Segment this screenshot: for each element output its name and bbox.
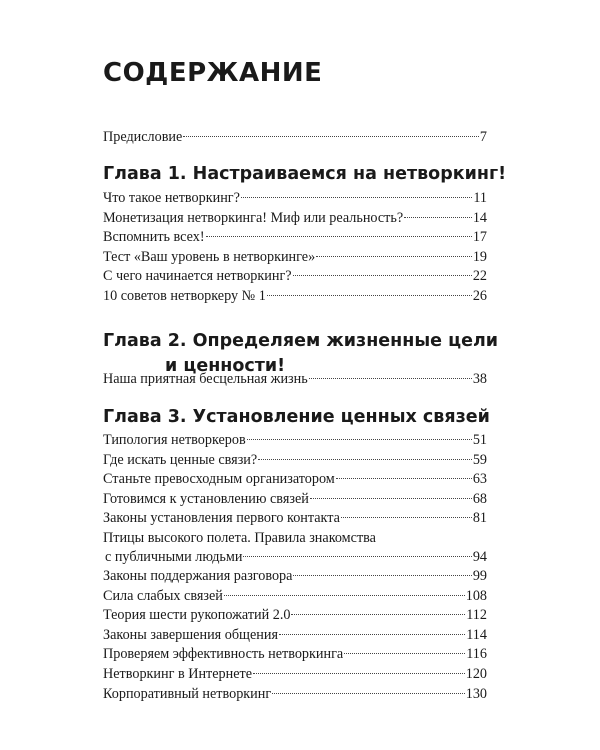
entry-title: Вспомнить всех! (103, 229, 205, 246)
toc-entry[interactable] (103, 567, 487, 587)
entry-title: Готовимся к установлению связей (103, 490, 309, 507)
entry-title: Сила слабых связей (103, 587, 223, 604)
dot-leader (341, 517, 472, 518)
entry-title: Предисловие (103, 129, 183, 145)
entry-page-number: 68 (472, 490, 487, 507)
entry-page-number: 94 (472, 548, 487, 565)
chapter-3-entries (103, 431, 487, 704)
toc-entry[interactable] (103, 606, 487, 626)
chapter-3-title: Глава 3. Установление ценных связей (103, 407, 490, 427)
toc-entry[interactable] (103, 665, 487, 685)
toc-entry[interactable] (103, 587, 487, 607)
toc-entry[interactable] (103, 509, 487, 529)
entry-page-number: 130 (465, 685, 487, 702)
dot-leader (279, 634, 465, 635)
entry-page-number: 63 (472, 471, 487, 488)
chapter-1-entries (103, 189, 487, 307)
entry-title: Нетворкинг в Интернете (103, 665, 253, 682)
dot-leader (344, 653, 465, 654)
toc-entry[interactable] (103, 490, 487, 510)
entry-page-number: 59 (472, 451, 487, 468)
entry-page-number: 99 (472, 567, 487, 584)
dot-leader (272, 693, 465, 694)
dot-leader (258, 459, 472, 460)
dot-leader (310, 498, 472, 499)
entry-page-number: 51 (472, 432, 487, 448)
dot-leader (336, 478, 472, 479)
entry-title: Где искать ценные связи? (103, 451, 258, 468)
entry-page-number: 120 (465, 665, 487, 682)
preface-list (103, 128, 487, 148)
toc-entry-preface[interactable] (103, 128, 487, 148)
entry-title: Законы поддержания разговора (103, 567, 293, 584)
chapter-title-line-2: и ценности! (165, 356, 286, 376)
entry-title-line-2: с публичными людьми (105, 548, 243, 565)
toc-entry[interactable] (103, 189, 487, 209)
entry-second-row (103, 548, 487, 567)
entry-page-number: 112 (466, 607, 487, 624)
entry-title: Теория шести рукопожатий 2.0 (103, 607, 291, 624)
dot-leader (404, 217, 472, 218)
toc-entry[interactable] (103, 645, 487, 665)
toc-entry[interactable] (103, 248, 487, 268)
entry-page-number: 108 (465, 587, 487, 604)
entry-title: Станьте превосходным организатором (103, 471, 335, 488)
dot-leader (293, 575, 471, 576)
entry-page-number: 7 (479, 129, 487, 145)
entry-title: Законы установления первого контакта (103, 510, 340, 527)
entry-page-number: 116 (466, 646, 487, 663)
dot-leader (243, 556, 471, 557)
entry-title: Типология нетворкеров (103, 432, 246, 448)
dot-leader (241, 197, 472, 198)
entry-title: Проверяем эффективность нетворкинга (103, 646, 344, 663)
entry-page-number: 26 (472, 287, 487, 304)
entry-page-number: 19 (472, 248, 487, 265)
entry-page-number: 38 (472, 371, 487, 387)
entry-title: Тест «Ваш уровень в нетворкинге» (103, 248, 316, 265)
toc-entry[interactable] (103, 287, 487, 307)
chapter-title-line-1: Глава 2. Определяем жизненные цели (103, 331, 499, 351)
toc-entry[interactable] (103, 209, 487, 229)
toc-entry[interactable] (103, 451, 487, 471)
dot-leader (206, 236, 472, 237)
dot-leader (291, 614, 465, 615)
entry-page-number: 81 (472, 510, 487, 527)
dot-leader (183, 136, 479, 137)
toc-entry[interactable] (103, 626, 487, 646)
entry-page-number: 114 (466, 626, 487, 643)
toc-entry[interactable] (103, 431, 487, 451)
page-title: СОДЕРЖАНИЕ (103, 58, 323, 88)
dot-leader (253, 673, 465, 674)
chapter-2-entries (103, 370, 487, 390)
dot-leader (247, 439, 472, 440)
toc-entry[interactable] (103, 267, 487, 287)
dot-leader (267, 295, 472, 296)
dot-leader (293, 275, 472, 276)
entry-title: Монетизация нетворкинга! Миф или реальность? (103, 209, 404, 226)
toc-entry[interactable] (103, 529, 487, 567)
entry-title: Корпоративный нетворкинг (103, 685, 272, 702)
toc-entry[interactable] (103, 470, 487, 490)
toc-entry[interactable] (103, 685, 487, 705)
entry-title: Наша приятная бесцельная жизнь (103, 371, 308, 387)
toc-entry[interactable] (103, 228, 487, 248)
dot-leader (309, 378, 472, 379)
dot-leader (224, 595, 465, 596)
entry-title-line-1: Птицы высокого полета. Правила знакомства (103, 529, 376, 546)
entry-page-number: 17 (472, 229, 487, 246)
entry-title: С чего начинается нетворкинг? (103, 268, 292, 285)
entry-title: Что такое нетворкинг? (103, 190, 240, 206)
toc-entry[interactable] (103, 370, 487, 390)
entry-title: Законы завершения общения (103, 626, 278, 643)
entry-page-number: 11 (473, 190, 487, 206)
entry-page-number: 14 (472, 209, 487, 226)
entry-title: 10 советов нетворкеру № 1 (103, 287, 266, 304)
entry-page-number: 22 (472, 268, 487, 285)
chapter-1-title: Глава 1. Настраиваемся на нетворкинг! (103, 164, 507, 184)
dot-leader (316, 256, 472, 257)
